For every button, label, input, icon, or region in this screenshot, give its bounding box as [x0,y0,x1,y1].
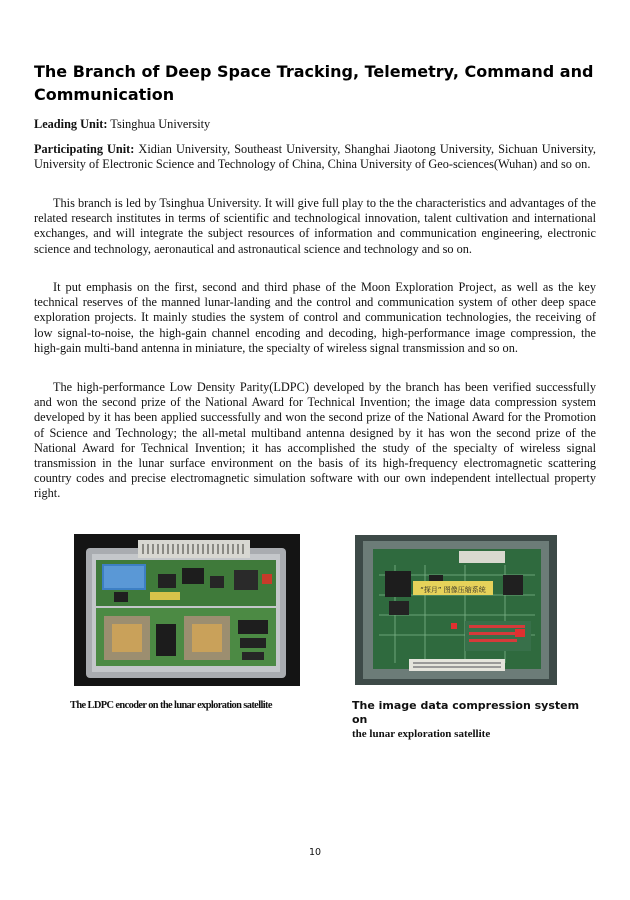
figure-caption-compression [352,699,582,741]
body-paragraph: This branch is led by Tsinghua University. It will give full play to the the characteristics and advantages of the related research institutes in terms of scientific and technological innovation, talent cultivation and international exchanges, and will integrate the subject resources of information and communication engineering, electronic science and technology, aeronautical and astronautical science and technology and so on. [34,196,596,256]
image-compression-system-photo [355,535,557,685]
board-label: “探月” 图像压缩系统 [420,586,486,594]
ldpc-encoder-image [74,534,300,686]
leading-unit-label: Leading Unit: [34,117,108,131]
body-paragraph: The high-performance Low Density Parity(LDPC) developed by the branch has been verified successfully and won the second prize of the National Award for Technical Invention; the image data compression system developed by it has been applied successfully and won the second prize of the National Award for the Promotion of Science and Technology; the all-metal multiband antenna designed by it has won the second prize of the National Award for Technical Invention; it has accomplished the study of the specialty of wireless signal transmission in the lunar surface environment on the basis of its high-frequency electromagnetic scattering country codes and precise electromagnetic simulation software with our own independent intellectual property right. [34,380,596,501]
leading-unit [34,117,596,132]
figure-caption-ldpc: The LDPC encoder on the lunar exploration satellite [70,700,272,711]
participating-unit [34,142,596,172]
body-paragraph: It put emphasis on the first, second and third phase of the Moon Exploration Project, as well as the key technical reserves of the manned lunar-landing and the control and communication system of other deep space exploration projects. It mainly studies the system of control and communication technologies, the receiving of low signal-to-noise, the high-gain channel encoding and decoding, high-performance image compression, the high-gain multi-band antenna in miniature, the specialty of wireless signal transmission and so on. [34,280,596,355]
figure-caption-compression-line2: the lunar exploration satellite [352,728,491,740]
image-compression-image [355,535,557,685]
figure-caption-compression-line1: The image data compression system on [352,699,580,726]
leading-unit-value: Tsinghua University [107,117,211,131]
page-title: The Branch of Deep Space Tracking, Telemetry, Command and Communication [34,62,594,104]
page-number: 10 [308,847,322,858]
ldpc-encoder-photo [74,534,300,686]
participating-unit-label: Participating Unit: [34,142,135,156]
participating-unit-value: Xidian University, Southeast University, Shanghai Jiaotong University, Sichuan University, University of Electronic Science and Technology of China, China University of Geo-sciences(Wuhan) and so on. [34,142,596,172]
